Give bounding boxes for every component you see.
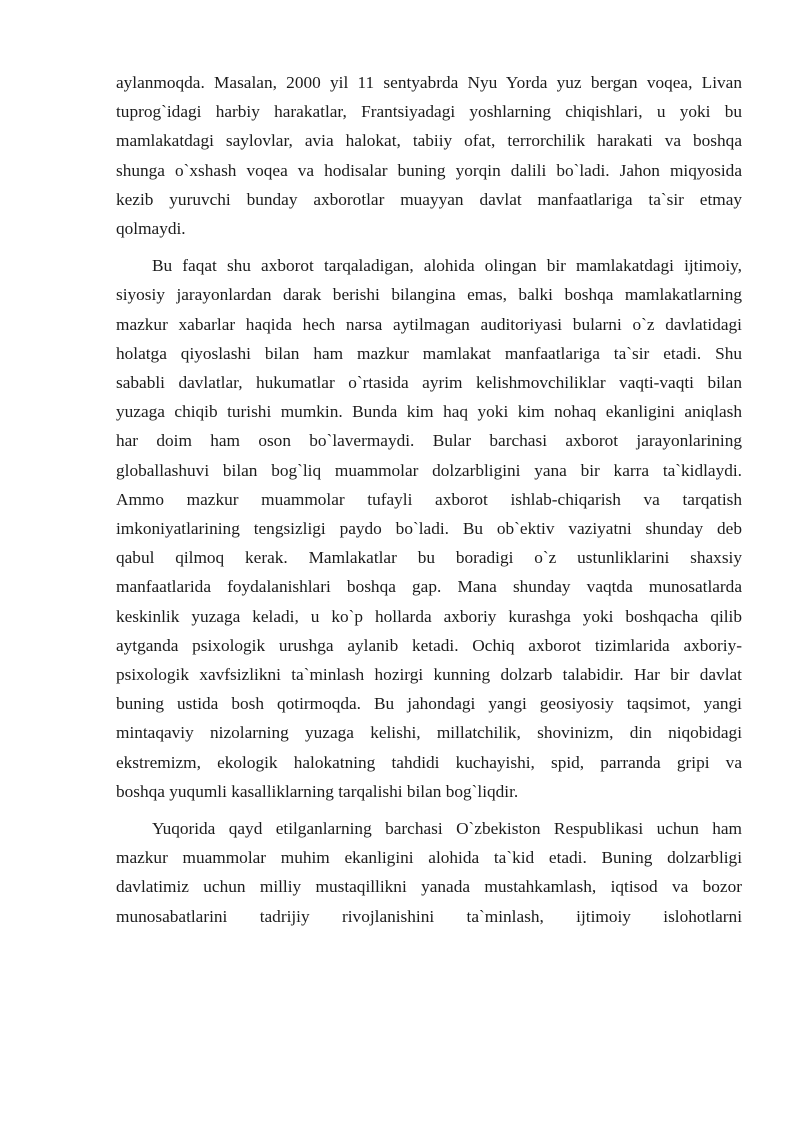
text-line: psixologik xavfsizlikni ta`minlash hozirgi kunning dolzarb talabidir. Har bir davlat	[116, 665, 742, 685]
text-line: keskinlik yuzaga keladi, u ko`p hollarda axboriy kurashga yoki boshqacha qilib	[116, 606, 742, 626]
text-line: kezib yuruvchi bunday axborotlar muayyan davlat manfaatlariga ta`sir etmay	[116, 189, 742, 209]
text-line: mazkur xabarlar haqida hech narsa aytilmagan auditoriyasi bularni o`z davlatidagi	[116, 314, 742, 334]
text-line: munosabatlarini tadrijiy rivojlanishini ta`minlash, ijtimoiy islohotlarni	[116, 906, 742, 926]
text-line: Yuqorida qayd etilganlarning barchasi O`zbekiston Respublikasi uchun ham	[152, 819, 742, 839]
text-line: har doim ham oson bo`lavermaydi. Bular barchasi axborot jarayonlarining	[116, 431, 742, 451]
text-line: holatga qiyoslashi bilan ham mazkur mamlakat manfaatlariga ta`sir etadi. Shu	[116, 343, 742, 363]
paragraph-3	[116, 814, 742, 931]
text-line: shunga o`xshash voqea va hodisalar buning yorqin dalili bo`ladi. Jahon miqyosida	[116, 160, 742, 180]
text-line: siyosiy jarayonlardan darak berishi bilangina emas, balki boshqa mamlakatlarning	[116, 285, 742, 305]
text-line: tuprog`idagi harbiy harakatlar, Frantsiyadagi yoshlarning chiqishlari, u yoki bu	[116, 102, 742, 122]
text-line: ekstremizm, ekologik halokatning tahdidi kuchayishi, spid, parranda gripi va	[116, 752, 742, 772]
text-line: imkoniyatlarining tengsizligi paydo bo`ladi. Bu ob`ektiv vaziyatni shunday deb	[116, 519, 742, 539]
text-line: mamlakatdagi saylovlar, avia halokat, tabiiy ofat, terrorchilik harakati va boshqa	[116, 131, 742, 151]
text-line: Bu faqat shu axborot tarqaladigan, alohida olingan bir mamlakatdagi ijtimoiy,	[152, 256, 742, 276]
text-line: Ammo mazkur muammolar tufayli axborot ishlab-chiqarish va tarqatish	[116, 489, 742, 509]
text-line: davlatimiz uchun milliy mustaqillikni yanada mustahkamlash, iqtisod va bozor	[116, 877, 742, 897]
paragraph-2	[116, 251, 742, 806]
text-line: aytganda psixologik urushga aylanib ketadi. Ochiq axborot tizimlarida axboriy-	[116, 635, 742, 655]
document-page	[116, 68, 742, 931]
text-line: boshqa yuqumli kasalliklarning tarqalishi bilan bog`liqdir.	[116, 781, 519, 801]
text-line: mintaqaviy nizolarning yuzaga kelishi, millatchilik, shovinizm, din niqobidagi	[116, 723, 742, 743]
text-line: aylanmoqda. Masalan, 2000 yil 11 sentyabrda Nyu Yorda yuz bergan voqea, Livan	[116, 73, 742, 92]
text-line: sababli davlatlar, hukumatlar o`rtasida ayrim kelishmovchiliklar vaqti-vaqti bilan	[116, 373, 742, 393]
text-line: globallashuvi bilan bog`liq muammolar dolzarbligini yana bir karra ta`kidlaydi.	[116, 460, 742, 480]
text-line: buning ustida bosh qotirmoqda. Bu jahondagi yangi geosiyosiy taqsimot, yangi	[116, 694, 742, 714]
text-line: qolmaydi.	[116, 219, 186, 239]
paragraph-1	[116, 68, 742, 243]
text-line: qabul qilmoq kerak. Mamlakatlar bu boradigi o`z ustunliklarini shaxsiy	[116, 548, 742, 568]
text-line: mazkur muammolar muhim ekanligini alohida ta`kid etadi. Buning dolzarbligi	[116, 848, 742, 868]
text-line: manfaatlarida foydalanishlari boshqa gap. Mana shunday vaqtda munosatlarda	[116, 577, 742, 597]
text-line: yuzaga chiqib turishi mumkin. Bunda kim haq yoki kim nohaq ekanligini aniqlash	[116, 402, 742, 422]
